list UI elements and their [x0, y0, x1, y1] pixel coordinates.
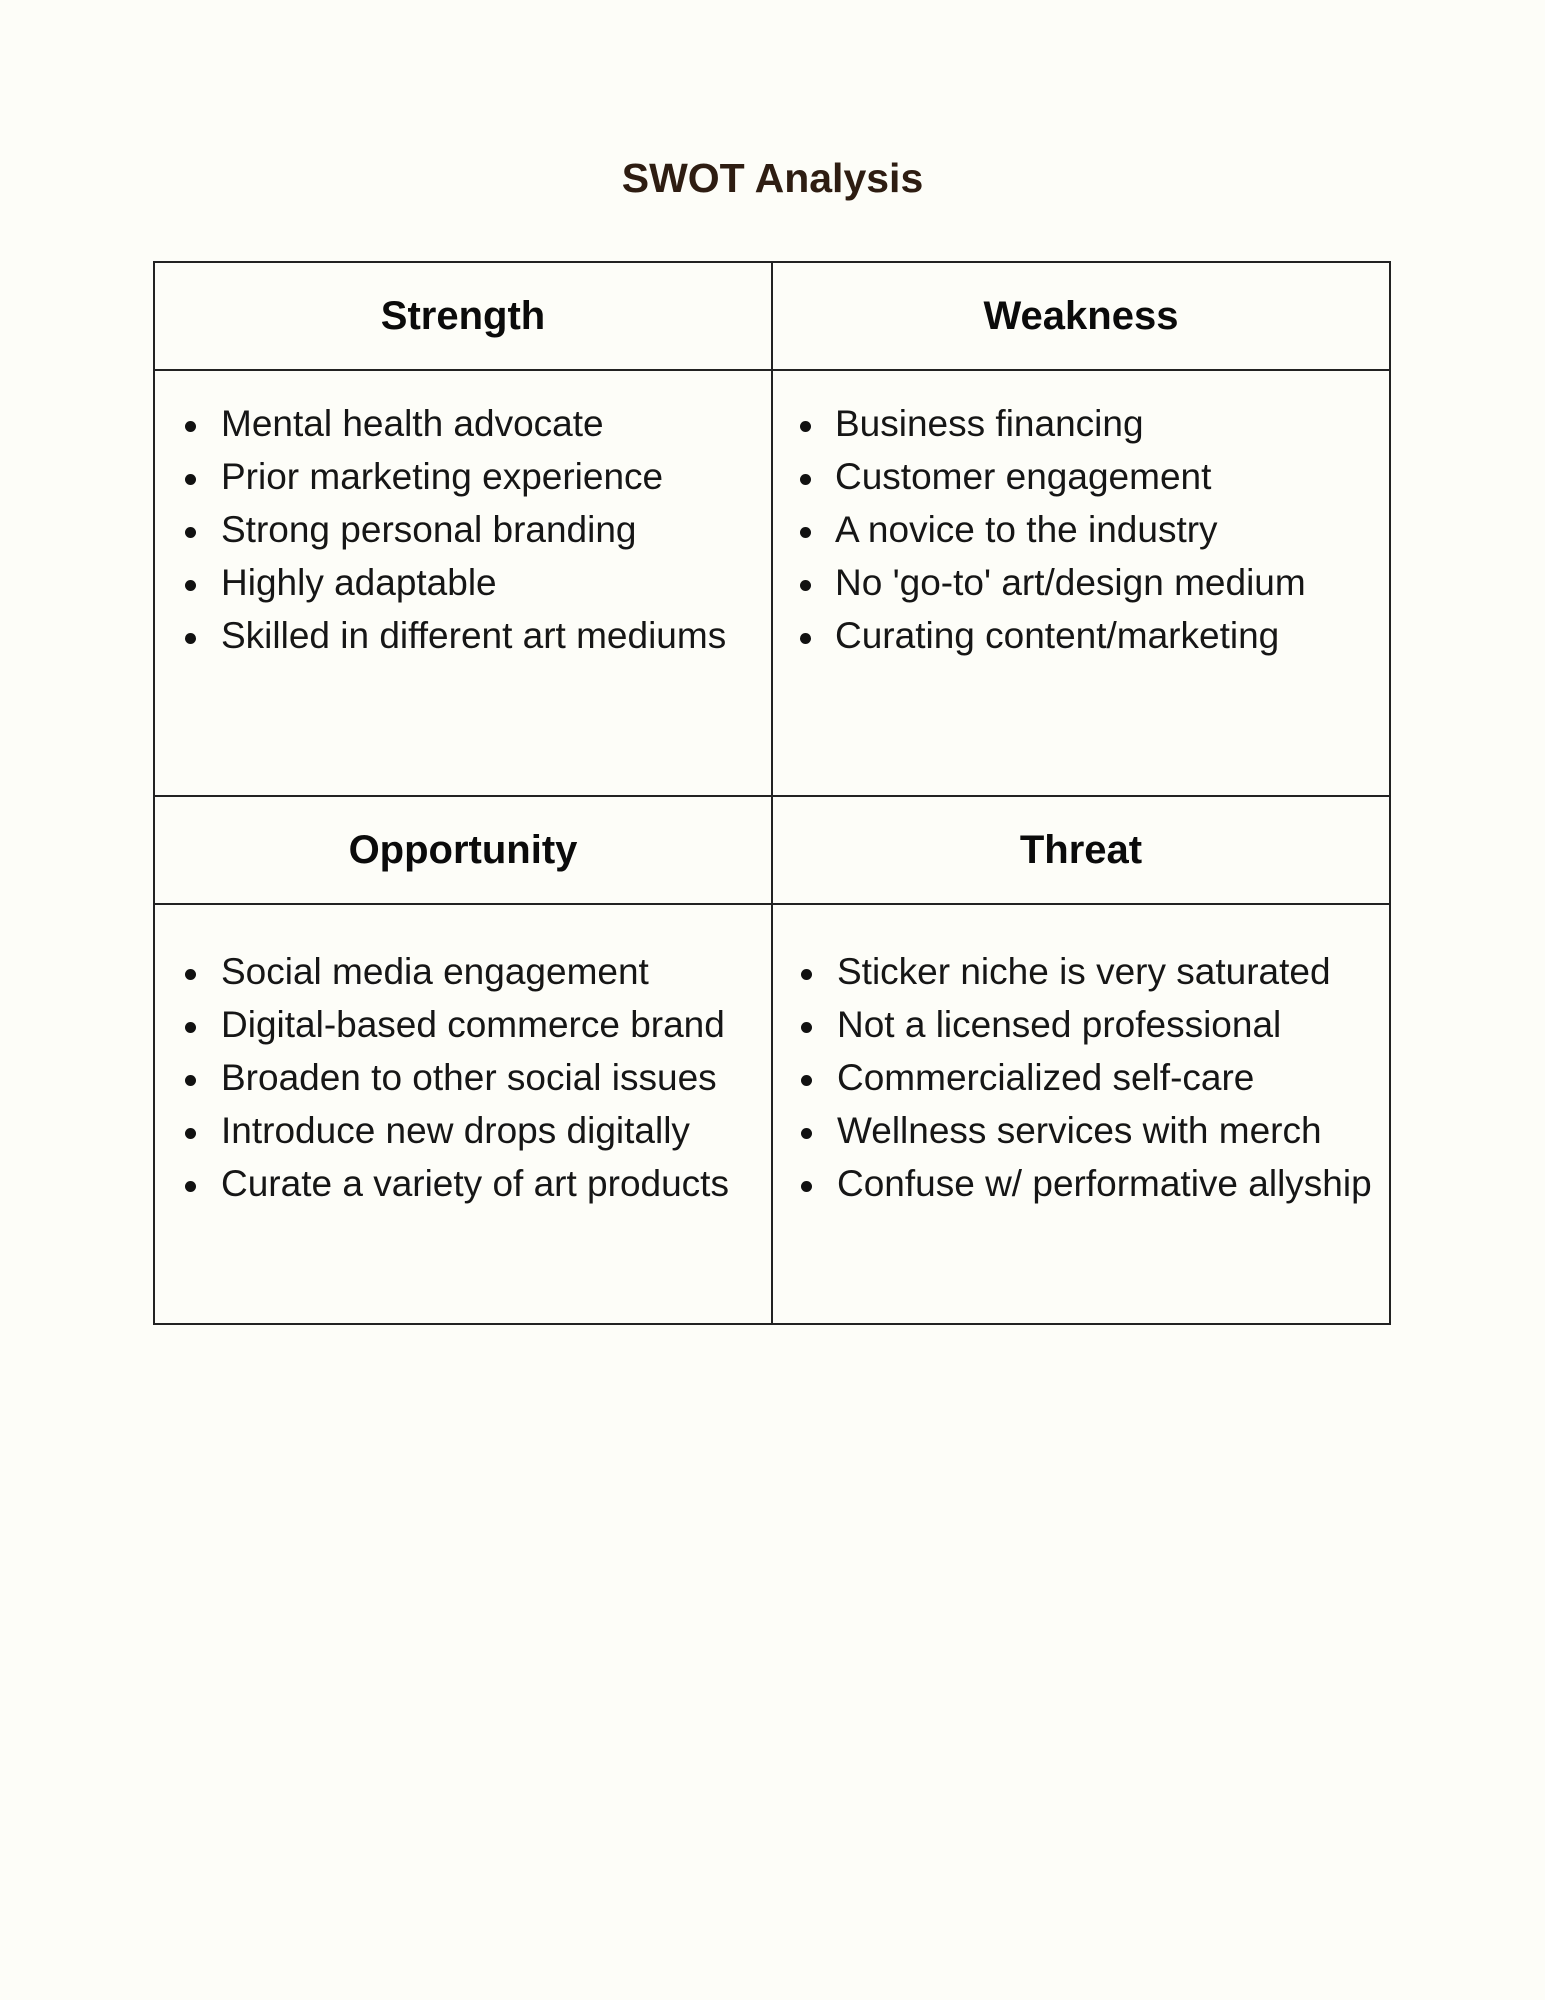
list-item: Digital-based commerce brand: [155, 998, 771, 1051]
list-item: Curating content/marketing: [773, 609, 1389, 662]
list-item: Strong personal branding: [155, 503, 771, 556]
strength-heading: Strength: [154, 262, 772, 370]
list-item: Commercialized self-care: [773, 1051, 1389, 1104]
opportunity-cell: [154, 904, 772, 1324]
list-item: Social media engagement: [155, 945, 771, 998]
weakness-heading: Weakness: [772, 262, 1390, 370]
threat-heading: Threat: [772, 796, 1390, 904]
weakness-list: [773, 371, 1389, 662]
strength-cell: [154, 370, 772, 796]
header-row-top: [154, 262, 1390, 370]
list-item: Customer engagement: [773, 450, 1389, 503]
swot-table: [153, 261, 1391, 1325]
list-item: Mental health advocate: [155, 397, 771, 450]
list-item: Sticker niche is very saturated: [773, 945, 1389, 998]
list-item: Not a licensed professional: [773, 998, 1389, 1051]
list-item: Introduce new drops digitally: [155, 1104, 771, 1157]
strength-list: [155, 371, 771, 662]
threat-list: [773, 905, 1389, 1210]
list-item: Confuse w/ performative allyship: [773, 1157, 1389, 1210]
list-item: Curate a variety of art products: [155, 1157, 771, 1210]
list-item: Business financing: [773, 397, 1389, 450]
list-item: No 'go-to' art/design medium: [773, 556, 1389, 609]
list-item: Broaden to other social issues: [155, 1051, 771, 1104]
list-item: Prior marketing experience: [155, 450, 771, 503]
opportunity-list: [155, 905, 771, 1210]
body-row-bottom: [154, 904, 1390, 1324]
list-item: Skilled in different art mediums: [155, 609, 771, 662]
list-item: A novice to the industry: [773, 503, 1389, 556]
page-title: SWOT Analysis: [621, 155, 924, 201]
opportunity-heading: Opportunity: [154, 796, 772, 904]
weakness-cell: [772, 370, 1390, 796]
list-item: Wellness services with merch: [773, 1104, 1389, 1157]
threat-cell: [772, 904, 1390, 1324]
body-row-top: [154, 370, 1390, 796]
list-item: Highly adaptable: [155, 556, 771, 609]
header-row-bottom: [154, 796, 1390, 904]
